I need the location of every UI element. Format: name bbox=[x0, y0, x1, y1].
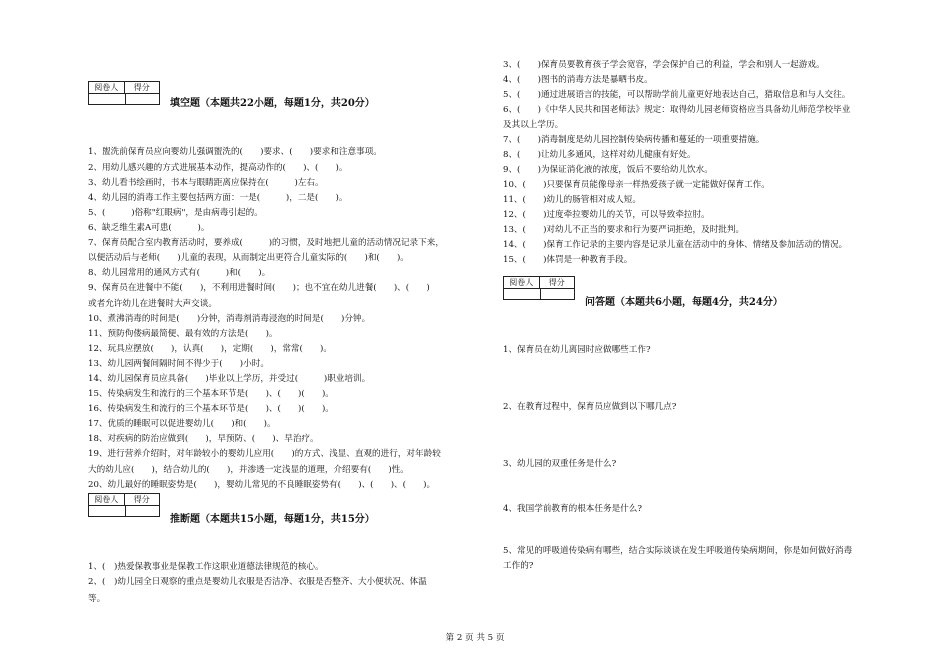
score-box-fill bbox=[88, 81, 160, 105]
judge-line: 5、( )通过进展语言的技能，可以帮助学前儿童更好地表达自己，猎取信息和与人交往。 bbox=[503, 90, 851, 100]
judge-line: 12、( )过度牵拉婴幼儿的关节，可以导致牵拉肘。 bbox=[503, 210, 710, 220]
score-box-judge bbox=[88, 493, 160, 517]
qa-line: 2、在教育过程中，保育员应做到以下哪几点? bbox=[503, 402, 677, 412]
judge-line: 及其以上学历。 bbox=[503, 120, 564, 130]
fill-line: 3、幼儿看书绘画时，书本与眼睛距离应保持在( )左右。 bbox=[88, 178, 324, 188]
fill-line: 13、幼儿园两餐间隔时间不得少于( )小时。 bbox=[88, 359, 269, 369]
fill-line: 12、玩具应摆放( )，认真( )，定期( )，常常( )。 bbox=[88, 344, 333, 354]
judge-line: 15、( )体罚是一种教育手段。 bbox=[503, 255, 633, 265]
fill-line: 4、幼儿园的消毒工作主要包括两方面：一是( )，二是( )。 bbox=[88, 193, 348, 203]
score-box-qa bbox=[503, 276, 575, 300]
fill-line: 14、幼儿园保育员应具备( )毕业以上学历，并受过( )职业培训。 bbox=[88, 374, 371, 384]
judge-line: 等。 bbox=[88, 594, 106, 604]
fill-line: 10、煮沸消毒的时间是( )分钟，消毒剂消毒浸泡的时间是( )分钟。 bbox=[88, 314, 371, 324]
judge-line: 8、( )让幼儿多通风，这样对幼儿健康有好处。 bbox=[503, 150, 696, 160]
qa-line: 3、幼儿园的双重任务是什么? bbox=[503, 459, 617, 469]
fill-line: 以便活动后与老师( )儿童的表现，从而制定出更符合儿童实际的( )和( )。 bbox=[88, 253, 409, 263]
judge-line: 11、( )幼儿的肠管相对成人短。 bbox=[503, 195, 641, 205]
judge-line: 7、( )消毒制度是幼儿园控制传染病传播和蔓延的一项重要措施。 bbox=[503, 135, 765, 145]
judge-section-title: 推断题（本题共15小题，每题1分，共15分） bbox=[170, 514, 375, 525]
qa-line: 4、我国学前教育的根本任务是什么? bbox=[503, 504, 642, 514]
judge-line: 13、( )对幼儿不正当的要求和行为要严词拒绝，及时批判。 bbox=[503, 225, 745, 235]
fill-line: 20、幼儿最好的睡眠姿势是( )，婴幼儿常见的不良睡眠姿势有( )、( )、( )。 bbox=[88, 480, 436, 490]
fill-line: 2、用幼儿感兴趣的方式进展基本动作，提高动作的( )、( )。 bbox=[88, 163, 348, 173]
fill-line: 19、进行营养介绍时，对年龄较小的婴幼儿应用( )的方式、浅显、直观的进行，对年龄较 bbox=[88, 449, 441, 459]
fill-line: 9、保育员在进餐中不能( )，不利用进餐时间( )；也不宜在幼儿进餐( )、( ) bbox=[88, 283, 430, 293]
fill-line: 或者允许幼儿在进餐时大声交谈。 bbox=[88, 299, 217, 309]
judge-line: 6、( )《中华人民共和国老师法》规定：取得幼儿园老师资格应当具备幼儿师范学校毕业 bbox=[503, 105, 851, 115]
fill-line: 1、盥洗前保育员应向婴幼儿强调盥洗的( )要求、( )要求和注意事项。 bbox=[88, 147, 382, 157]
judge-line: 9、( )为保证消化液的浓度，饭后不要给幼儿饮水。 bbox=[503, 165, 713, 175]
fill-line: 11、预防佝偻病最简便、最有效的方法是( )。 bbox=[88, 329, 278, 339]
fill-section-title: 填空题（本题共22小题，每题1分，共20分） bbox=[170, 98, 375, 109]
fill-line: 17、优质的睡眠可以促进婴幼儿( )和( )。 bbox=[88, 419, 276, 429]
qa-line: 1、保育员在幼儿离园时应做哪些工作? bbox=[503, 345, 651, 355]
qa-line: 5、常见的呼吸道传染病有哪些，结合实际谈谈在发生呼吸道传染病期间，你是如何做好消毒 bbox=[503, 546, 853, 556]
reviewer-label: 阅卷人 bbox=[94, 495, 119, 504]
fill-line: 15、传染病发生和流行的三个基本环节是( )、( )( )。 bbox=[88, 389, 334, 399]
judge-line: 10、( )只要保育员能像母亲一样热爱孩子就一定能做好保育工作。 bbox=[503, 180, 770, 190]
reviewer-label: 阅卷人 bbox=[509, 278, 534, 287]
fill-line: 7、保育员配合室内教育活动时，要养成( )的习惯，及时地把儿童的活动情况记录下来， bbox=[88, 238, 444, 248]
judge-line: 14、( )保育工作记录的主要内容是记录儿童在活动中的身体、情绪及参加活动的情况。 bbox=[503, 240, 848, 250]
score-label: 得分 bbox=[539, 277, 575, 288]
fill-line: 大的幼儿应( )，结合幼儿的( )，并渗透一定浅显的道理，介绍要有( )性。 bbox=[88, 465, 409, 475]
fill-line: 8、幼儿园常用的通风方式有( )和( )。 bbox=[88, 268, 271, 278]
judge-line: 4、( )图书的消毒方法是暴晒书皮。 bbox=[503, 75, 653, 85]
score-label: 得分 bbox=[124, 82, 160, 93]
score-label: 得分 bbox=[124, 494, 160, 505]
reviewer-label: 阅卷人 bbox=[94, 83, 119, 92]
fill-line: 16、传染病发生和流行的三个基本环节是( )、( )( )。 bbox=[88, 404, 334, 414]
fill-line: 18、对疾病的防治应做到( )，早预防、( )、早治疗。 bbox=[88, 434, 319, 444]
page-number: 第 2 页 共 5 页 bbox=[445, 633, 505, 643]
judge-line: 1、( )热爱保教事业是保教工作这职业道德法律规范的核心。 bbox=[88, 562, 324, 572]
qa-section-title: 问答题（本题共6小题，每题4分，共24分） bbox=[585, 297, 783, 308]
fill-line: 6、缺乏维生素A可患( )。 bbox=[88, 223, 210, 233]
judge-line: 2、( )幼儿园全日观察的重点是婴幼儿衣服是否洁净、衣服是否整齐、大小便状况、体温 bbox=[88, 577, 427, 587]
fill-line: 5、( )俗称"红眼病"，是由病毒引起的。 bbox=[88, 208, 263, 218]
judge-line: 3、( )保育员要教育孩子学会宽容，学会保护自己的利益，学会和别人一起游戏。 bbox=[503, 60, 825, 70]
qa-line: 工作的? bbox=[503, 561, 534, 571]
